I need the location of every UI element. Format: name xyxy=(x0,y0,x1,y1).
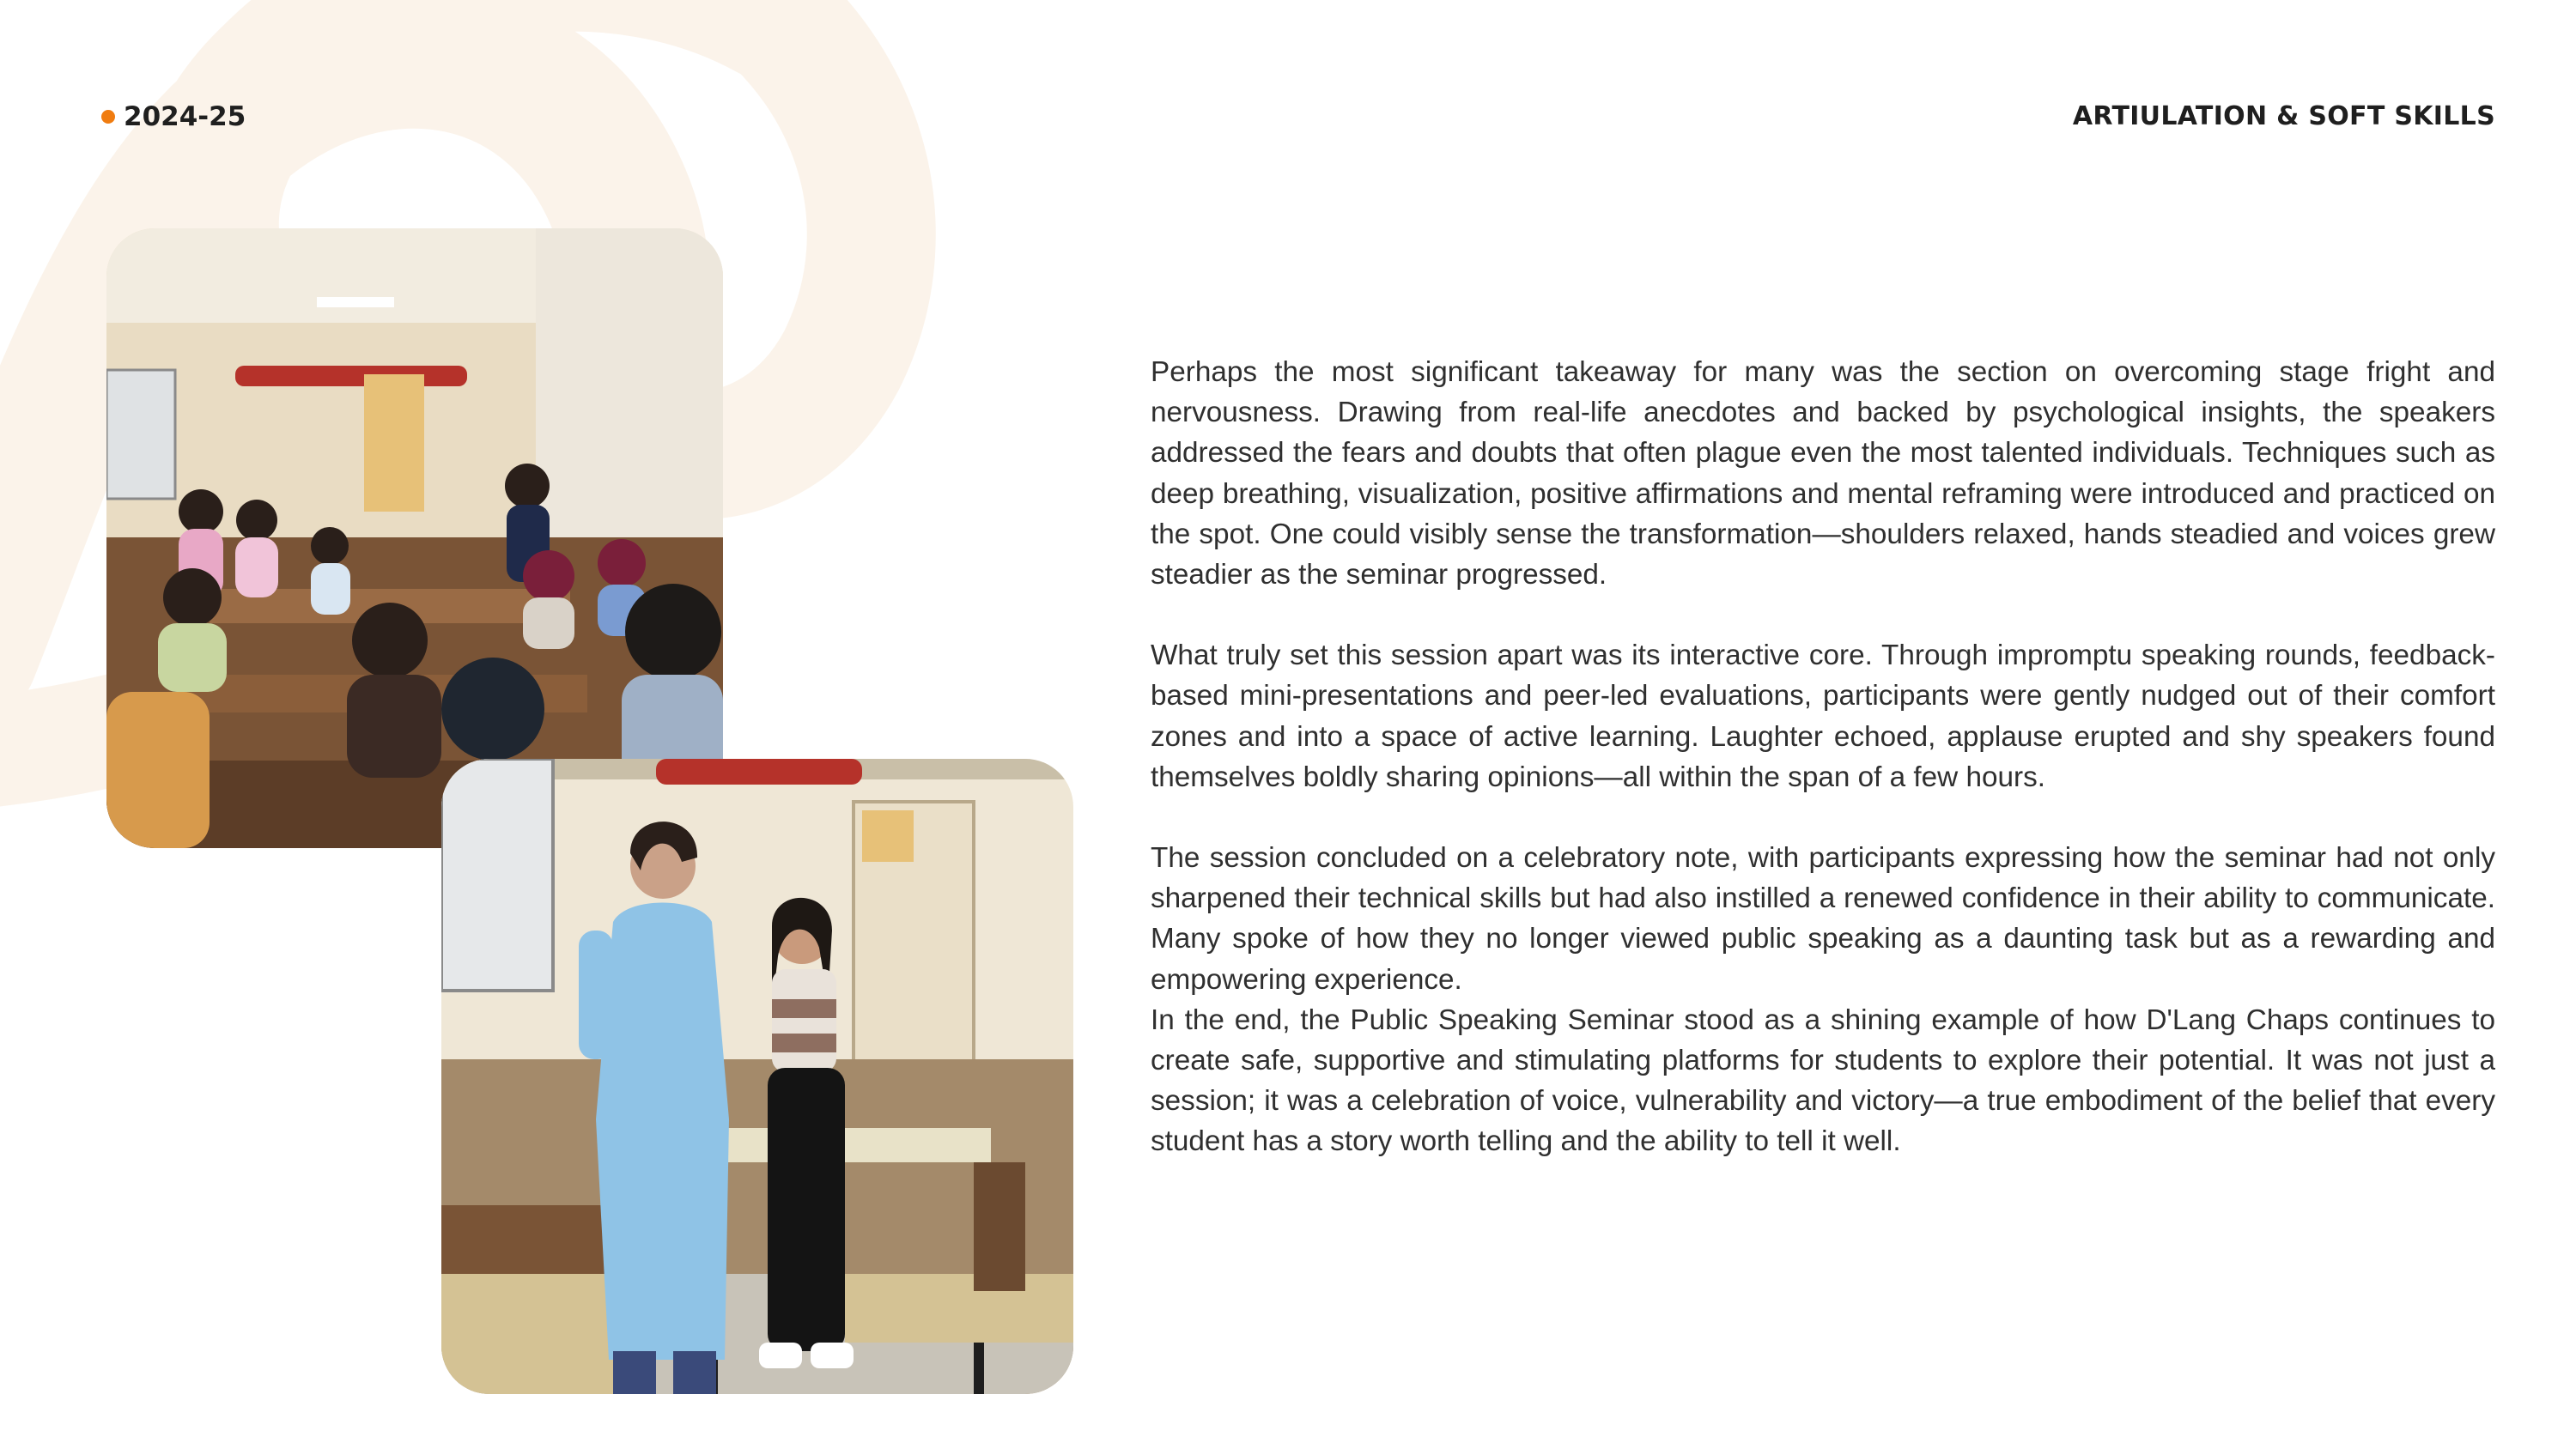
body-text xyxy=(1151,352,2495,1162)
paragraph-in-the-end: In the end, the Public Speaking Seminar stood as a shining example of how D'Lang Chaps continues to create safe, supportive and stimulating platforms for students to explore their potential. It was not just a session; it was a celebration of voice, vulnerability and victory—a true embodiment of the belief that every student has a story worth telling and the ability to tell it well. xyxy=(1151,1003,2495,1158)
speakers-photo-illustration xyxy=(441,759,1073,1394)
paragraph-conclusion: The session concluded on a celebratory note, with participants expressing how the seminar had not only sharpened their technical skills but had also instilled a renewed confidence in their ability to communicate. Many spoke of how they no longer viewed public speaking as a daunting task but as a rewarding and empowering experience. xyxy=(1151,842,2495,996)
paragraph-interactive-core: What truly set this session apart was its interactive core. Through impromptu speaking rounds, feedback-based mini-presentations and peer-led evaluations, participants were gently nudged out of their comfort zones and into a space of active learning. Laughter echoed, applause erupted and shy speakers found themselves boldly sharing opinions—all within the span of a few hours. xyxy=(1151,640,2495,793)
classroom-photo-illustration xyxy=(106,228,723,848)
bullet-dot-icon xyxy=(101,110,115,124)
section-title: ARTIULATION & SOFT SKILLS xyxy=(2072,101,2495,131)
paragraph-stage-fright: Perhaps the most significant takeaway for many was the section on overcoming stage fright and nervousness. Drawing from real-life anecdotes and backed by psychological insights, the speakers addressed the fears and doubts that often plague even the most talented individuals. Techniques such as deep breathing, visualization, positive affirmations and mental reframing were introduced and practiced on the spot. One could visibly sense the transformation—shoulders relaxed, hands steadied and voices grew steadier as the seminar progressed. xyxy=(1151,356,2495,591)
classroom-photo xyxy=(106,228,723,848)
year-label xyxy=(101,101,246,132)
year-text: 2024-25 xyxy=(124,101,246,132)
speakers-photo xyxy=(441,759,1073,1394)
